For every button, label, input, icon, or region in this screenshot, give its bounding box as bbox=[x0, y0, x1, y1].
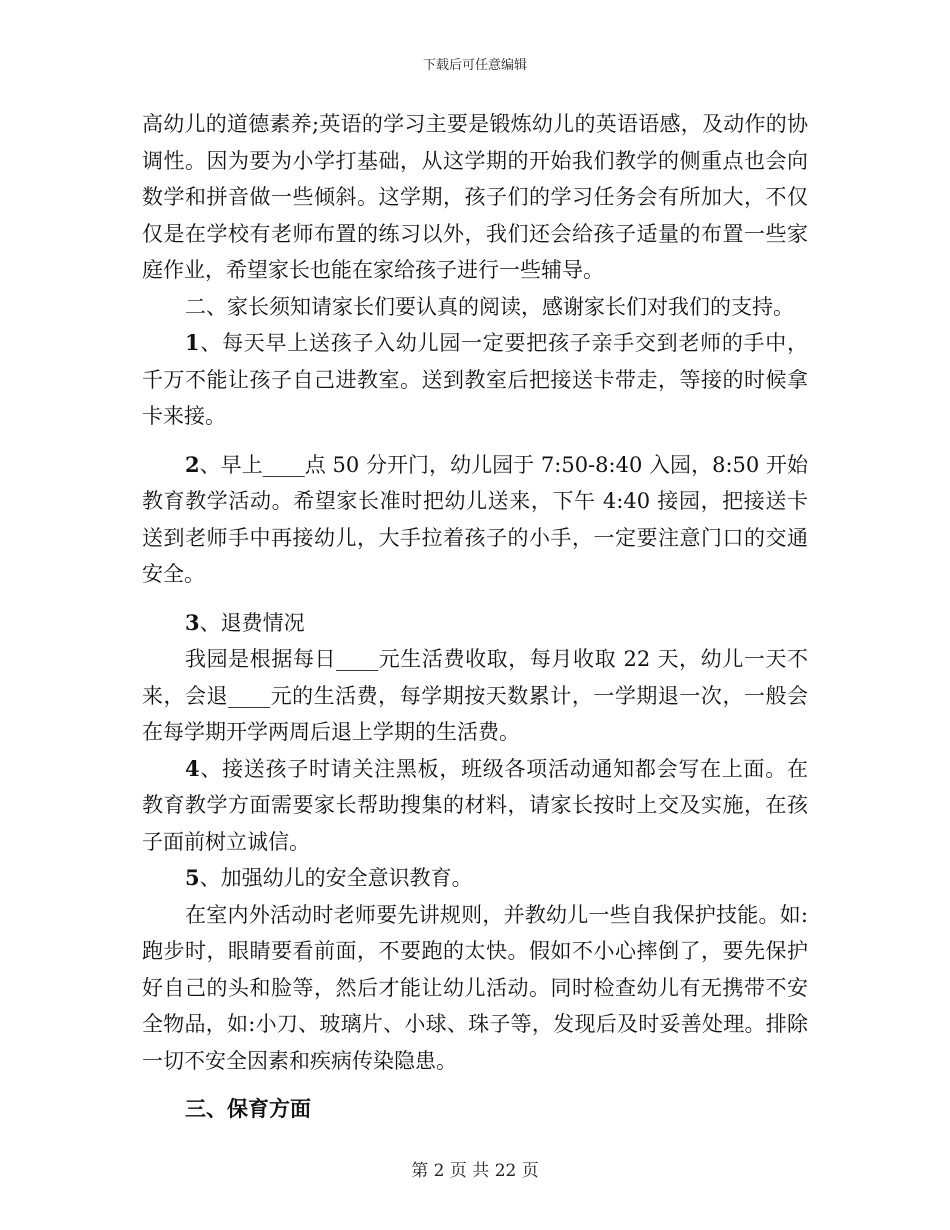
item-1-number: 1 bbox=[185, 330, 200, 355]
item-1-text: 、每天早上送孩子入幼儿园一定要把孩子亲手交到老师的手中，千万不能让孩子自己进教室。送到教室后把接送卡带走，等接的时候拿卡来接。 bbox=[142, 331, 808, 428]
item-3-text: 、退费情况 bbox=[199, 610, 305, 635]
section-three-heading: 三、保育方面 bbox=[185, 1096, 311, 1121]
item-5-number: 5 bbox=[185, 865, 200, 890]
item-5 bbox=[142, 860, 808, 897]
document-body bbox=[142, 106, 808, 1128]
item-2-number: 2 bbox=[185, 451, 200, 477]
section-two-heading: 二、家长须知请家长们要认真的阅读，感谢家长们对我们的支持。 bbox=[185, 294, 794, 319]
item-3 bbox=[142, 605, 808, 642]
item-4-text: 、接送孩子时请关注黑板，班级各项活动通知都会写在上面。在教育教学方面需要家长帮助搜集的材料，请家长按时上交及实施，在孩子面前树立诚信。 bbox=[142, 756, 808, 854]
item-2 bbox=[142, 447, 808, 593]
item-5-text: 、加强幼儿的安全意识教育。 bbox=[199, 866, 473, 890]
item-2-text: 、早上____点 50 分开门，幼儿园于 7:50-8:40 入园，8:50 开始教育教学活动。希望家长准时把幼儿送来，下午 4:40 接园，把接送卡送到老师手中再接幼儿，大手拉着孩子的小手，一定要注意门口的交通安全。 bbox=[142, 452, 808, 586]
page-footer: 第 2 页 共 22 页 bbox=[411, 1161, 539, 1181]
item-5-body: 在室内外活动时老师要先讲规则，并教幼儿一些自我保护技能。如:跑步时，眼睛要看前面，不要跑的太快。假如不小心摔倒了，要先保护好自己的头和脸等，然后才能让幼儿活动。同时检查幼儿有无携带不安全物品，如:小刀、玻璃片、小球、珠子等，发现后及时妥善处理。排除一切不安全因素和疾病传染隐患。 bbox=[142, 902, 808, 1073]
item-4 bbox=[142, 751, 808, 861]
item-3-body: 我园是根据每日____元生活费收取，每月收取 22 天，幼儿一天不来，会退____元的生活费，每学期按天数累计，一学期退一次，一般会在每学期开学两周后退上学期的生活费。 bbox=[142, 647, 808, 744]
page-header: 下载后可任意编辑 bbox=[422, 58, 527, 73]
item-4-number: 4 bbox=[185, 755, 200, 781]
item-1 bbox=[142, 325, 808, 435]
item-3-number: 3 bbox=[185, 609, 200, 635]
paragraph-continuation: 高幼儿的道德素养;英语的学习主要是锻炼幼儿的英语语感，及动作的协调性。因为要为小学打基础，从这学期的开始我们教学的侧重点也会向数学和拼音做一些倾斜。这学期，孩子们的学习任务会有所加大，不仅仅是在学校有老师布置的练习以外，我们还会给孩子适量的布置一些家庭作业，希望家长也能在家给孩子进行一些辅导。 bbox=[142, 112, 808, 282]
